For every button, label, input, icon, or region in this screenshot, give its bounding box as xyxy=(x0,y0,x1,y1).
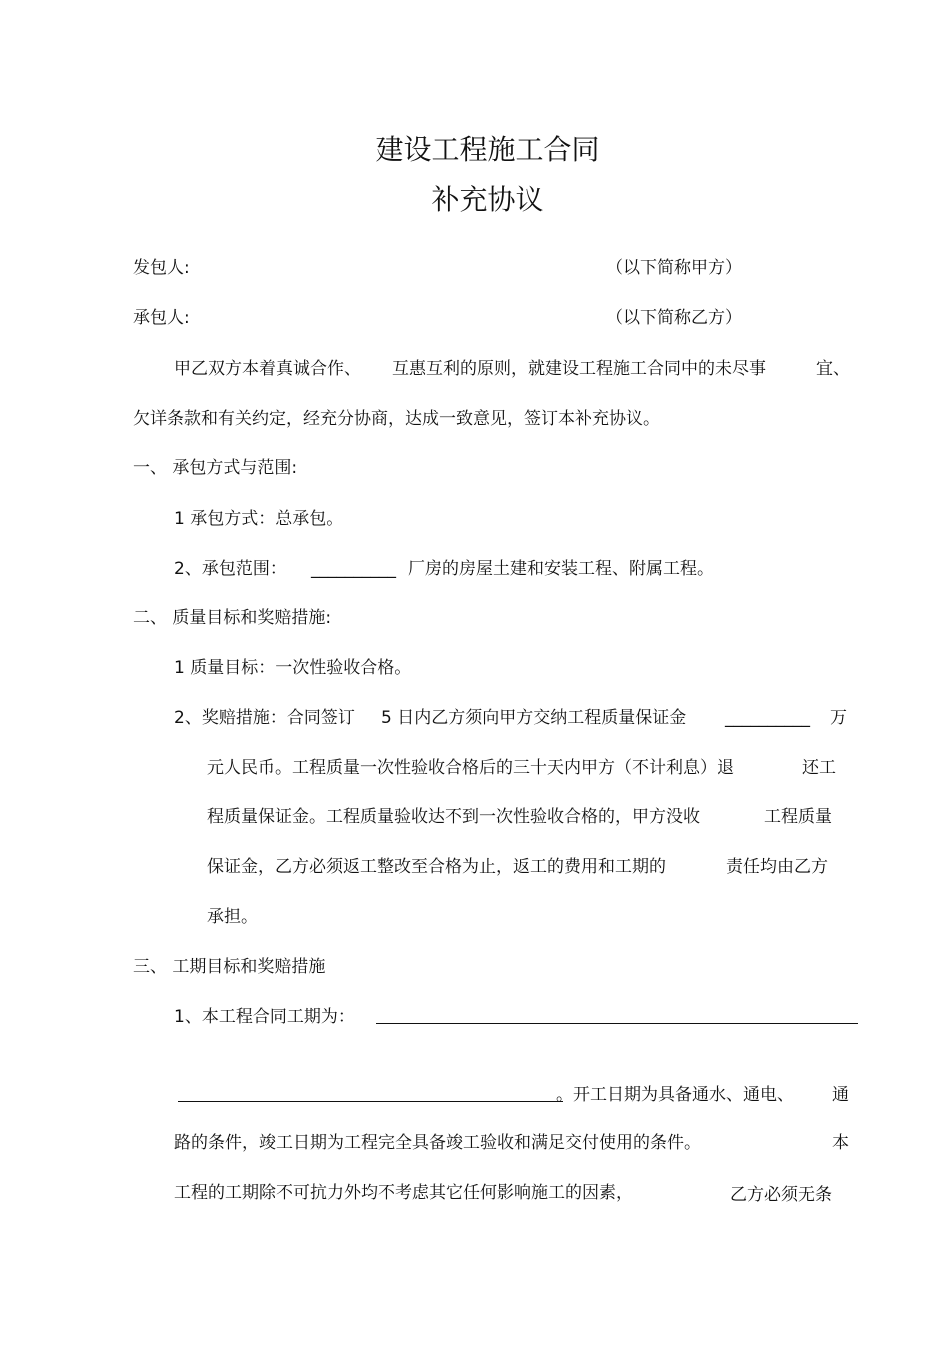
section-2-item-2-blank: __________ xyxy=(725,708,810,728)
section-2-line-4b: 责任均由乙方 xyxy=(726,857,828,877)
employer-note: （以下简称甲方） xyxy=(606,258,742,278)
intro-line-1c: 宜、 xyxy=(816,359,850,379)
section-3-line-2-text: 。开工日期为具备通水、通电、 xyxy=(556,1085,794,1105)
contractor-note: （以下简称乙方） xyxy=(606,308,742,328)
contractor-label: 承包人: xyxy=(133,308,190,328)
section-2-line-4a: 保证金，乙方必须返工整改至合格为止，返工的费用和工期的 xyxy=(207,857,666,877)
section-1-item-2-blank: __________ xyxy=(311,559,396,579)
section-1-item-2-text: 厂房的房屋土建和安装工程、附属工程。 xyxy=(408,559,714,579)
section-3-line-4b: 乙方必须无条 xyxy=(730,1185,832,1205)
section-1-item-2-label: 2、承包范围： xyxy=(174,559,287,579)
section-2-heading: 二、 质量目标和奖赔措施: xyxy=(133,608,332,628)
section-3-heading: 三、 工期目标和奖赔措施 xyxy=(133,957,326,977)
section-2-line-3b: 工程质量 xyxy=(764,807,832,827)
section-2-line-3a: 程质量保证金。工程质量验收达不到一次性验收合格的，甲方没收 xyxy=(207,807,700,827)
contract-period-blank-line-2 xyxy=(178,1101,563,1102)
section-2-line-2b: 还工 xyxy=(802,758,836,778)
section-2-line-2a: 元人民币。工程质量一次性验收合格后的三十天内甲方（不计利息）退 xyxy=(207,758,734,778)
section-2-line-5: 承担。 xyxy=(207,907,258,927)
section-2-item-1: 1 质量目标：一次性验收合格。 xyxy=(174,658,412,678)
section-1-item-1: 1 承包方式：总承包。 xyxy=(174,509,344,529)
contract-period-blank-line xyxy=(376,1023,858,1024)
section-2-item-2b: 5 日内乙方须向甲方交纳工程质量保证金 xyxy=(381,708,687,728)
section-3-line-4a: 工程的工期除不可抗力外均不考虑其它任何影响施工的因素， xyxy=(174,1183,633,1203)
section-2-item-2a: 2、奖赔措施：合同签订 xyxy=(174,708,355,728)
document-subtitle: 补充协议 xyxy=(431,183,544,216)
section-3-line-3b: 本 xyxy=(832,1133,849,1153)
section-3-line-3a: 路的条件，竣工日期为工程完全具备竣工验收和满足交付使用的条件。 xyxy=(174,1133,701,1153)
employer-label: 发包人: xyxy=(133,258,190,278)
intro-line-1a: 甲乙双方本着真诚合作、 xyxy=(174,359,361,379)
intro-line-2: 欠详条款和有关约定，经充分协商，达成一致意见，签订本补充协议。 xyxy=(133,409,660,429)
intro-line-1b: 互惠互利的原则，就建设工程施工合同中的未尽事 xyxy=(392,359,766,379)
section-1-heading: 一、 承包方式与范围: xyxy=(133,458,298,478)
section-3-item-1-label: 1、本工程合同工期为： xyxy=(174,1007,355,1027)
section-2-item-2c: 万 xyxy=(830,708,847,728)
document-title: 建设工程施工合同 xyxy=(375,133,600,166)
section-3-line-2-end: 通 xyxy=(832,1085,849,1105)
